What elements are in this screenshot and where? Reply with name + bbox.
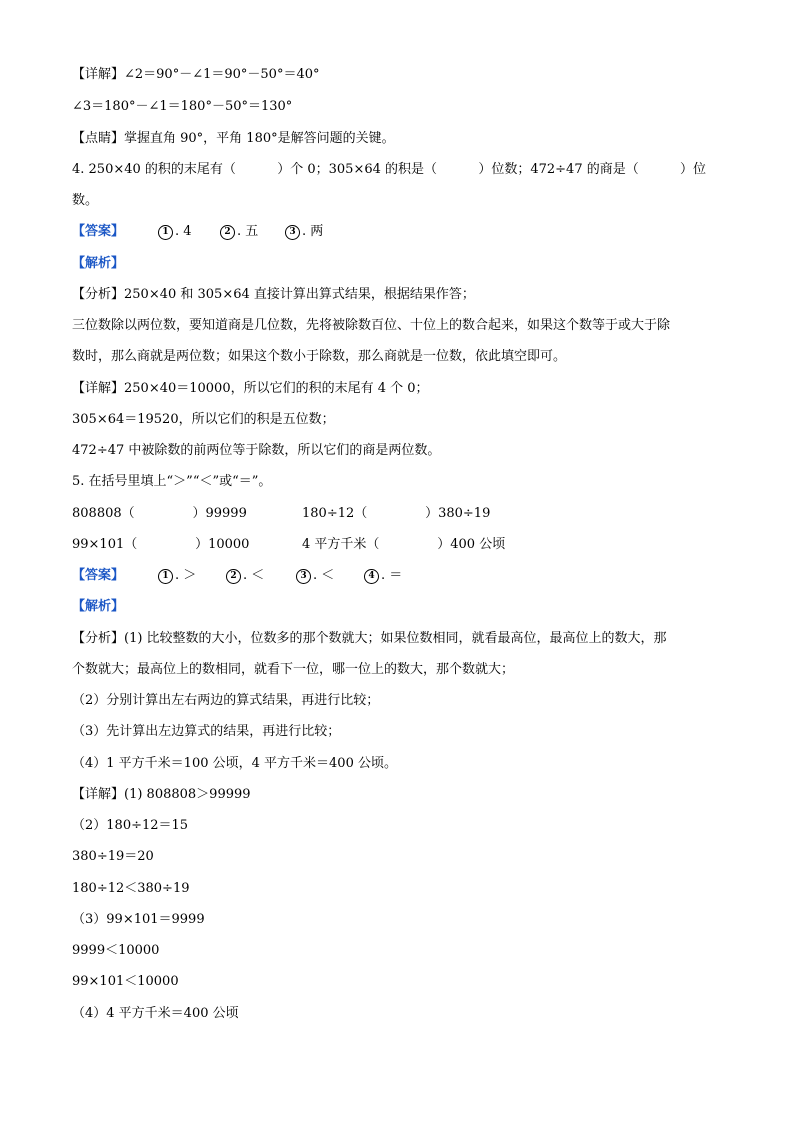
analysis-label-q4: 【解析】 [72,256,125,271]
circled-number: 1 [158,569,173,584]
analysis-line: （3）先计算出左边算式的结果，再进行比较； [72,724,341,739]
answer-q5-4: 4 . ＝ [364,567,402,585]
detail-line-angle2: 【详解】∠2＝90°－∠1＝90°－50°＝40° [72,67,320,82]
key-point-line: 【点睛】掌握直角 90°，平角 180°是解答问题的关键。 [72,131,395,146]
circled-number: 4 [364,569,379,584]
analysis-line: 个数就大；最高位上的数相同，就看下一位，哪一位上的数大，那个数就大； [72,662,515,677]
detail-line-angle3: ∠3＝180°－∠1＝180°－50°＝130° [72,99,293,114]
circled-number: 1 [158,225,173,240]
analysis-label-q5: 【解析】 [72,599,125,614]
answer-label-q5: 【答案】 [72,568,125,583]
answer-q4-2: 2 . 五 [220,223,258,241]
detail-line: （2）180÷12＝15 [72,818,189,833]
detail-line: 180÷12＜380÷19 [72,881,190,896]
compare-row-1b: 180÷12（ ）380÷19 [302,506,491,521]
circled-number: 2 [226,569,241,584]
circled-number: 3 [285,225,300,240]
detail-line: 【详解】250×40＝10000，所以它们的积的末尾有 4 个 0； [72,381,429,396]
analysis-line: 数时，那么商就是两位数；如果这个数小于除数，那么商就是一位数，依此填空即可。 [72,349,567,364]
answer-label-q4: 【答案】 [72,224,125,239]
detail-line: 305×64＝19520，所以它们的积是五位数； [72,412,335,427]
compare-row-2a: 99×101（ ）10000 [72,537,250,552]
answer-q5-1: 1 . ＞ [158,567,196,585]
detail-line: 380÷19＝20 [72,849,154,864]
question-5-text: 5. 在括号里填上“＞”“＜”或“＝”。 [72,474,272,489]
circled-number: 2 [220,225,235,240]
analysis-line: （2）分别计算出左右两边的算式结果，再进行比较； [72,693,380,708]
analysis-line: 【分析】(1) 比较整数的大小，位数多的那个数就大；如果位数相同，就看最高位，最高位上的数大，那 [72,631,667,646]
detail-line: 472÷47 中被除数的前两位等于除数，所以它们的商是两位数。 [72,443,441,458]
detail-line: 【详解】(1) 808808＞99999 [72,787,251,802]
answer-q5-2: 2 . ＜ [226,567,264,585]
detail-line: 9999＜10000 [72,943,160,958]
answer-q4-3: 3 . 两 [285,223,323,241]
answer-q4-1: 1 . 4 [158,223,192,241]
compare-row-1a: 808808（ ）99999 [72,506,247,521]
detail-line: （4）4 平方千米＝400 公顷 [72,1006,239,1021]
analysis-line: 【分析】250×40 和 305×64 直接计算出算式结果，根据结果作答； [72,287,475,302]
detail-line: 99×101＜10000 [72,974,179,989]
analysis-line: （4）1 平方千米＝100 公顷，4 平方千米＝400 公顷。 [72,756,397,771]
question-4-text-cont: 数。 [72,193,99,208]
compare-row-2b: 4 平方千米（ ）400 公顷 [302,537,506,552]
answer-q5-3: 3 . ＜ [296,567,334,585]
question-4-text: 4. 250×40 的积的末尾有（ ）个 0；305×64 的积是（ ）位数；472÷47 的商是（ ）位 [72,162,707,177]
analysis-line: 三位数除以两位数，要知道商是几位数，先将被除数百位、十位上的数合起来，如果这个数等于或大于除 [72,318,671,333]
detail-line: （3）99×101＝9999 [72,912,205,927]
circled-number: 3 [296,569,311,584]
